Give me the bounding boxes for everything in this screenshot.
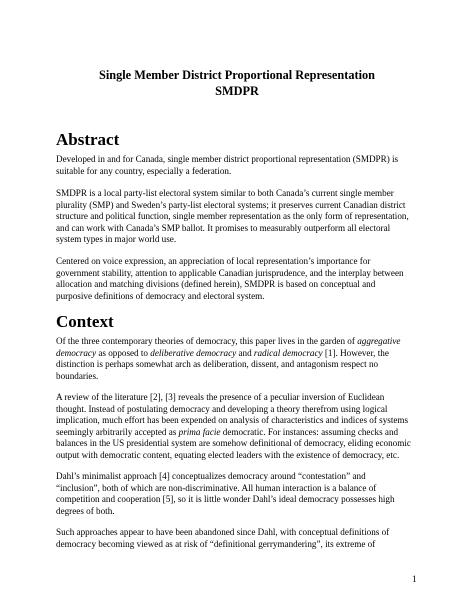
text-line: and can work with Canada’s SMP ballot. It promises to measurably outperform all electoral <box>56 222 391 233</box>
text-line: Developed in and for Canada, single member district proportional representation (SMDPR) is <box>56 154 399 164</box>
text-line: Centered on voice expression, an appreciation of local representation’s importance for <box>56 256 371 266</box>
text-run: [1]. However, the <box>322 347 389 358</box>
text-run: Of the three contemporary theories of democracy, this paper lives in the garden of <box>56 336 358 346</box>
text-line: A review of the literature [2], [3] reveals the presence of a peculiar inversion of Euclidean <box>56 392 385 402</box>
text-line: implication, much effort has been expended on analysis of characteristics and indices of systems <box>56 415 409 426</box>
text-run: democratic. For instances: assuming checks and <box>220 426 399 437</box>
text-line: output with democratic content, equating elected leaders with the existence of democracy, etc. <box>56 449 400 460</box>
context-heading: Context <box>56 312 114 331</box>
abstract-paragraph-2 <box>56 188 422 246</box>
abstract-heading: Abstract <box>56 130 120 149</box>
italic-term: aggregative <box>357 336 401 346</box>
abstract-paragraph-3 <box>56 256 422 302</box>
document-title-acronym: SMDPR <box>215 84 259 98</box>
page-number: 1 <box>412 575 417 585</box>
text-line: allocation and matching divisions (defined herein), SMDPR is based on conceptual and <box>56 279 376 290</box>
italic-term: deliberative democracy <box>150 347 237 358</box>
context-paragraph-3 <box>56 471 422 517</box>
text-line: “inclusion”, both of which are non-discriminative. All human interaction is a balance of <box>56 482 377 493</box>
text-line: government stability, attention to applicable Canadian jurisprudence, and the interplay between <box>56 267 404 278</box>
text-run: as opposed to <box>96 347 151 358</box>
text-line: suitable for any country, especially a federation. <box>56 165 232 176</box>
context-paragraph-2 <box>56 392 422 462</box>
text-line: Such approaches appear to have been abandoned since Dahl, with conceptual definitions of <box>56 527 390 537</box>
text-line: thought. Instead of postulating democracy and developing a theory therefrom using logical <box>56 403 388 414</box>
text-line <box>56 348 422 360</box>
context-paragraph-4 <box>56 527 422 550</box>
context-paragraph-1 <box>56 336 422 382</box>
text-line <box>56 427 422 439</box>
text-line: plurality (SMP) and Sweden’s party-list electoral systems; it preserves current Canadian district <box>56 199 406 210</box>
text-line: SMDPR is a local party-list electoral system similar to both Canada’s current single member <box>56 188 394 198</box>
text-line: boundaries. <box>56 370 99 381</box>
text-run: and <box>236 347 254 358</box>
abstract-paragraph-1 <box>56 154 422 177</box>
italic-term: democracy <box>56 347 97 358</box>
text-line: distinction is perhaps somewhat arch as deliberation, dissent, and antagonism respect no <box>56 359 379 370</box>
text-line: Dahl’s minimalist approach [4] conceptualizes democracy around “contestation” and <box>56 471 366 481</box>
text-line <box>56 336 422 348</box>
document-title: Single Member District Proportional Representation <box>99 68 375 82</box>
text-line: degrees of both. <box>56 505 115 516</box>
italic-term: radical democracy <box>253 347 323 358</box>
text-line: purposive definitions of democracy and electoral system. <box>56 290 265 301</box>
text-run: seemingly arbitrarily accepted as <box>56 426 179 437</box>
text-line: balances in the US presidential system are somehow definitional of democracy, eliding economic <box>56 438 411 449</box>
text-line: democracy becoming viewed as at risk of “definitional gerrymandering”, its extreme of <box>56 538 376 549</box>
text-line: competition and cooperation [5], so it is little wonder Dahl’s ideal democracy possesses high <box>56 494 395 505</box>
text-line: structure and political function, single member representation as the only form of representation, <box>56 211 409 222</box>
italic-term: prima facie <box>178 426 221 437</box>
text-line: system types in major world use. <box>56 234 177 245</box>
